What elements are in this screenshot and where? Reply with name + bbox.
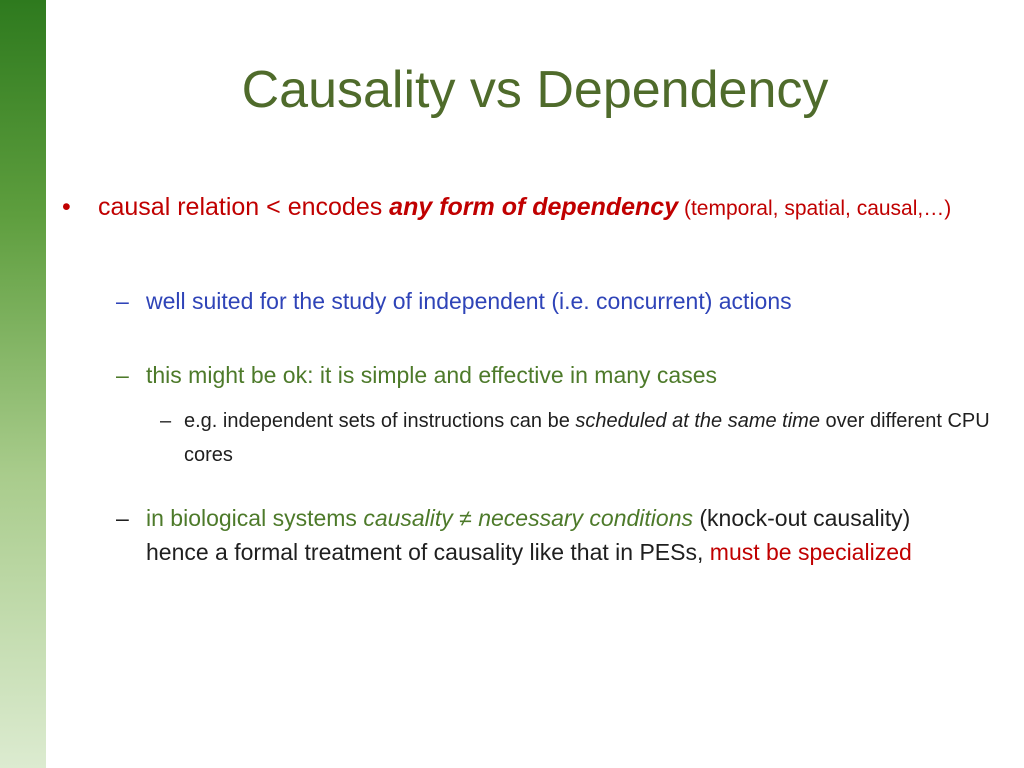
- subsubbullet-text-part: over different CPU cores: [184, 410, 990, 466]
- subbullet-marker: –: [116, 505, 129, 531]
- bullet-text-part: causal relation < encodes: [98, 193, 390, 221]
- subbullet-highlight: must be specialized: [709, 539, 912, 565]
- subbullet-text: this might be ok: it is simple and effective in many cases: [146, 362, 718, 388]
- subbullet-concurrent-actions: [116, 284, 976, 318]
- bullet-text: [98, 189, 962, 227]
- subbullet-marker: –: [116, 288, 129, 314]
- subsubbullet-emphasis: scheduled at the same time: [575, 410, 820, 432]
- subbullet-simple-effective: [116, 358, 976, 392]
- bullet-emphasis: any form of dependency: [389, 193, 679, 221]
- slide-title: Causality vs Dependency: [241, 61, 829, 119]
- subbullet-marker: –: [116, 362, 129, 388]
- subbullet-text: well suited for the study of independent (i.e. concurrent) actions: [146, 288, 792, 314]
- subbullet-biological-systems: [116, 501, 976, 569]
- subsubbullet-cpu-cores: [160, 404, 990, 472]
- subbullet-text-part: in biological systems: [146, 505, 364, 531]
- subsubbullet-text-part: e.g. independent sets of instructions can be: [184, 410, 576, 432]
- bullet-parenthetical: (temporal, spatial, causal,…): [678, 197, 952, 220]
- bullet-marker: •: [62, 193, 71, 221]
- subbullet-emphasis: causality ≠ necessary conditions: [363, 505, 693, 531]
- bullet-causal-relation: [62, 189, 962, 227]
- subsubbullet-marker: –: [160, 410, 172, 432]
- subsubbullet-text: [184, 404, 990, 472]
- subbullet-text-part: (knock-out causality) hence a formal treatment of causality like that in PESs,: [146, 505, 911, 565]
- subbullet-text: [146, 501, 976, 569]
